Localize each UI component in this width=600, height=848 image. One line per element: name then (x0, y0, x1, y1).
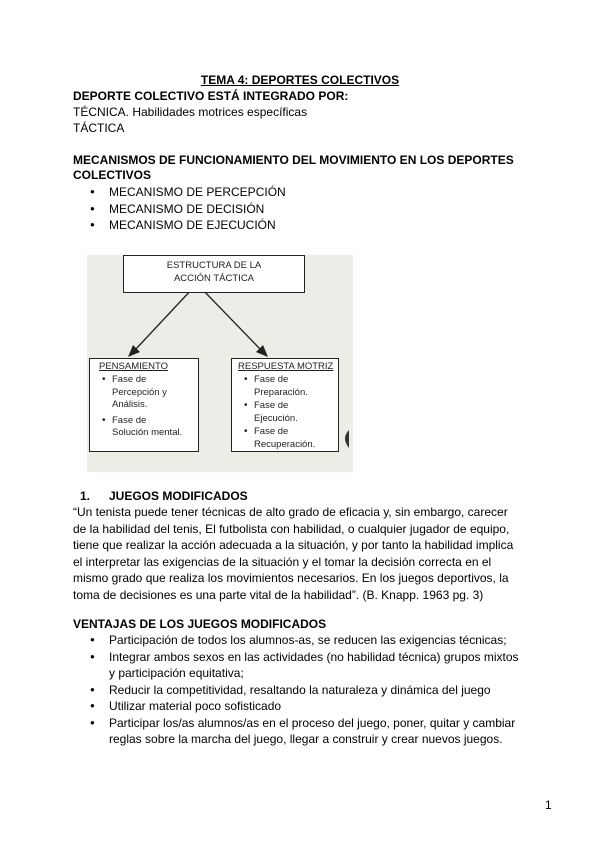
right-box-item: • Fase de Recuperación. (254, 426, 315, 451)
advantage-item: ● Participación de todos los alumnos-as, se reducen las exigencias técnicas; (109, 632, 519, 649)
mechanisms-list (109, 184, 286, 234)
quote-line: mismo grado que realiza los movimientos necesarios. En los juegos deportivos, la (73, 571, 509, 585)
quote-line: tiene que realizar la acción adecuada a la situación, y por tanto la habilidad implica (73, 538, 514, 552)
mechanisms-heading-line2: COLECTIVOS (73, 168, 152, 182)
subtitle: DEPORTE COLECTIVO ESTÁ INTEGRADO POR: (73, 89, 349, 103)
arrow-right-line (201, 288, 261, 350)
quote-line: de la habilidad del tenis, El futbolista con habilidad, o cualquier jugador de equipo, (73, 521, 510, 536)
right-box-list (254, 374, 315, 451)
advantage-item: ● Reducir la competitividad, resaltando la naturaleza y dinámica del juego (109, 682, 519, 699)
left-box-title: PENSAMIENTO (99, 361, 168, 372)
quote-paragraph (73, 504, 513, 603)
component-tecnica: TÉCNICA. Habilidades motrices específicas (73, 105, 308, 119)
mechanism-item: ● MECANISMO DE EJECUCIÓN (109, 217, 286, 234)
tactical-action-diagram (73, 240, 353, 472)
left-box-item: • Fase de Percepción y Análisis. (112, 374, 182, 412)
left-box-item: • Fase de Solución mental. (112, 415, 182, 440)
section-heading: JUEGOS MODIFICADOS (109, 489, 248, 503)
advantages-list (109, 632, 519, 748)
quote-line: el interpretar las exigencias de la situación y el tomar la decisión correcta en el (73, 554, 492, 569)
diagram-left-box (89, 358, 199, 452)
diagram-top-line1: ESTRUCTURA DE LA (166, 260, 262, 271)
right-box-item: • Fase de Ejecución. (254, 400, 315, 425)
corner-mark (345, 430, 349, 448)
mechanism-item: ● MECANISMO DE PERCEPCIÓN (109, 184, 286, 201)
advantages-heading: VENTAJAS DE LOS JUEGOS MODIFICADOS (73, 617, 327, 631)
component-tactica: TÁCTICA (73, 121, 125, 135)
quote-line: toma de decisiones es una parte vital de la habilidad”. (B. Knapp. 1963 pg. 3) (73, 587, 484, 602)
right-box-item: • Fase de Preparación. (254, 374, 315, 399)
right-box-title: RESPUESTA MOTRIZ (238, 361, 334, 372)
diagram-top-line2: ACCIÓN TÁCTICA (173, 273, 255, 284)
mechanisms-heading-line1: MECANISMOS DE FUNCIONAMIENTO DEL MOVIMIENTO EN LOS DEPORTES (73, 153, 514, 167)
diagram-top-box (123, 255, 305, 293)
advantage-item: ● Integrar ambos sexos en las actividades (no habilidad técnica) grupos mixtos y participación equitativa; (109, 649, 519, 682)
diagram-right-box (231, 358, 339, 452)
left-box-list (112, 374, 182, 440)
advantage-item: ● Utilizar material poco sofisticado (109, 698, 519, 715)
mechanism-item: ● MECANISMO DE DECISIÓN (109, 201, 286, 218)
section-number: 1. (80, 489, 91, 503)
quote-line: “Un tenista puede tener técnicas de alto grado de eficacia y, sin embargo, carecer (73, 505, 508, 519)
page-title: TEMA 4: DEPORTES COLECTIVOS (200, 73, 400, 87)
advantage-item: ● Participar los/as alumnos/as en el proceso del juego, poner, quitar y cambiar reglas sobre la marcha del juego, llegar a construir y crear nuevos juegos. (109, 715, 519, 748)
page-number: 1 (545, 798, 552, 812)
arrow-left-line (135, 288, 193, 350)
